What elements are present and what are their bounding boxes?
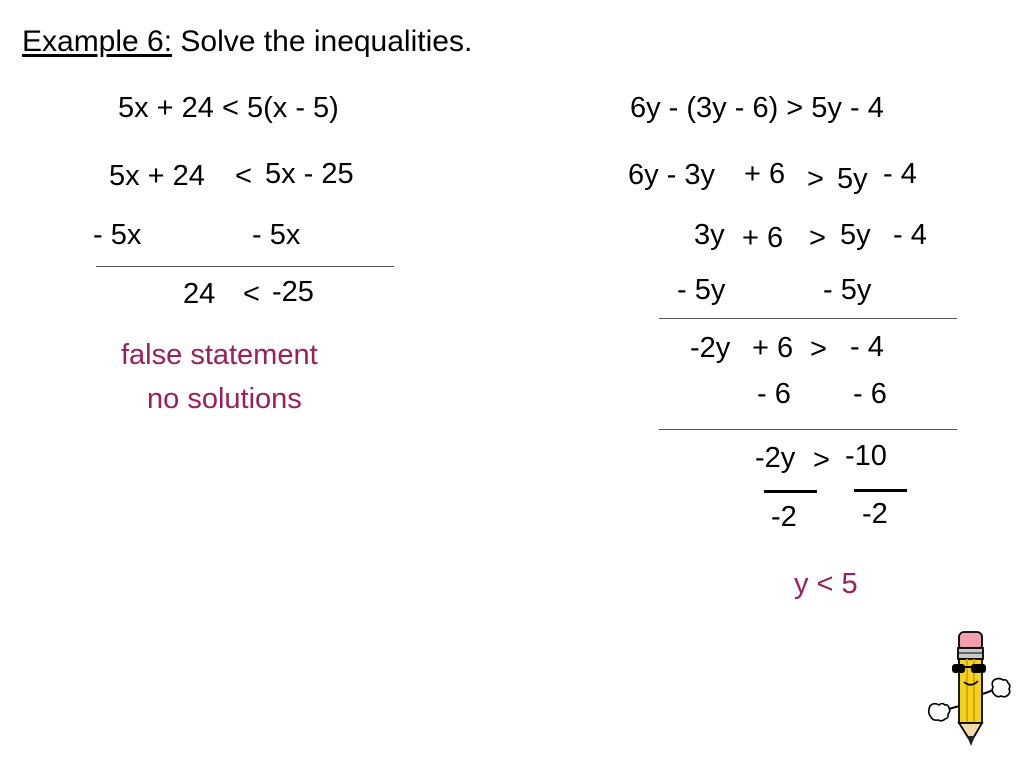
right-divider-line-2 xyxy=(659,429,957,430)
right-step3-b: + 6 xyxy=(752,332,794,364)
right-step3-a: -2y xyxy=(690,332,731,364)
left-conclusion-line2: no solutions xyxy=(147,383,302,415)
right-step3-op: > xyxy=(810,333,827,365)
right-subtract2-right: - 6 xyxy=(853,378,887,410)
right-step2-c: 5y xyxy=(840,219,871,251)
right-step4-a: -2y xyxy=(755,442,796,474)
right-problem: 6y - (3y - 6) > 5y - 4 xyxy=(630,92,884,124)
right-divide-right: -2 xyxy=(862,498,888,530)
right-step1-op: > xyxy=(807,163,824,195)
right-subtract2-left: - 6 xyxy=(757,378,791,410)
fraction-bar-right xyxy=(854,489,907,492)
pencil-mascot-icon xyxy=(922,628,1012,753)
left-subtract-right: - 5x xyxy=(252,219,301,251)
page-title xyxy=(22,27,472,57)
right-divide-left: -2 xyxy=(771,501,797,533)
left-result-rhs: -25 xyxy=(272,276,314,308)
left-step1-lhs: 5x + 24 xyxy=(109,160,205,192)
fraction-bar-left xyxy=(764,490,817,493)
title-text: Solve the inequalities. xyxy=(180,25,473,58)
right-step3-d: - 4 xyxy=(850,331,884,363)
right-step2-b: + 6 xyxy=(742,222,784,254)
left-result-lhs: 24 xyxy=(183,278,216,310)
right-step1-d: - 4 xyxy=(883,158,917,190)
right-answer: y < 5 xyxy=(794,568,858,600)
left-problem: 5x + 24 < 5(x - 5) xyxy=(118,92,339,124)
right-subtract1-right: - 5y xyxy=(823,274,872,306)
right-step2-a: 3y xyxy=(694,219,725,251)
right-subtract1-left: - 5y xyxy=(677,274,726,306)
right-step4-op: > xyxy=(813,444,830,476)
left-step1-rhs: 5x - 25 xyxy=(265,158,354,190)
right-step2-op: > xyxy=(809,222,826,254)
right-divider-line-1 xyxy=(659,318,957,319)
left-result-op: < xyxy=(243,278,260,310)
left-step1-op: < xyxy=(235,160,252,192)
example-label: Example 6: xyxy=(22,25,173,58)
right-step1-a: 6y - 3y xyxy=(628,159,716,191)
right-step1-c: 5y xyxy=(837,163,868,195)
right-step1-b: + 6 xyxy=(744,158,786,190)
left-divider-line xyxy=(96,266,394,267)
right-step2-d: - 4 xyxy=(893,219,927,251)
left-conclusion-line1: false statement xyxy=(121,339,318,371)
left-subtract-left: - 5x xyxy=(93,219,142,251)
right-step4-d: -10 xyxy=(845,440,887,472)
